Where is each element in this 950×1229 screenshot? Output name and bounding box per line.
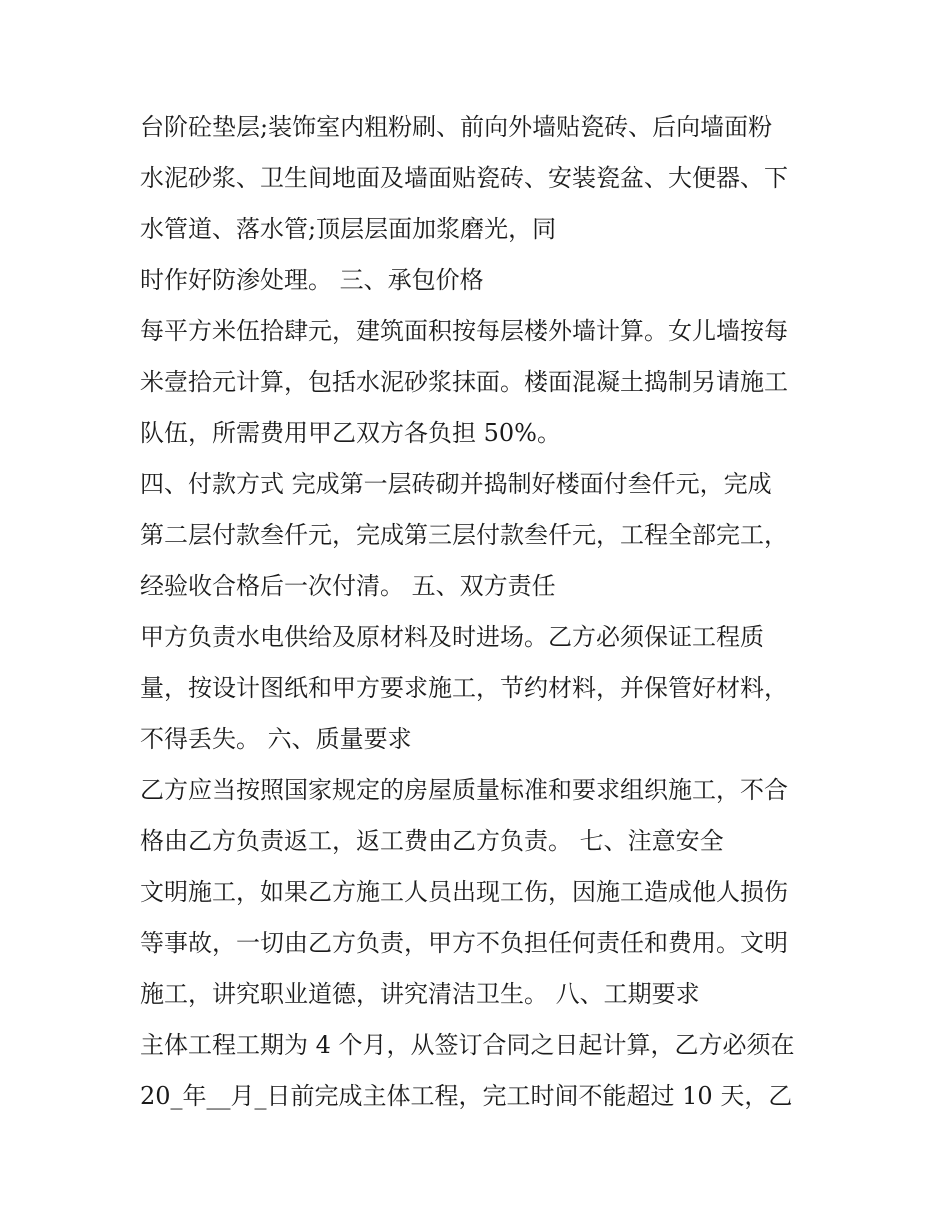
text-line: 施工，讲究职业道德，讲究清洁卫生。 八、工期要求 <box>140 980 700 1008</box>
text-line: 四、付款方式 完成第一层砖砌并捣制好楼面付叁仟元，完成 <box>140 470 772 498</box>
text-line: 队伍，所需费用甲乙双方各负担 50%。 <box>140 419 561 447</box>
text-line: 米壹拾元计算，包括水泥砂浆抹面。楼面混凝土捣制另请施工 <box>140 368 788 396</box>
text-line: 甲方负责水电供给及原材料及时进场。乙方必须保证工程质 <box>140 623 764 651</box>
text-line: 经验收合格后一次付清。 五、双方责任 <box>140 572 556 600</box>
text-line: 乙方应当按照国家规定的房屋质量标准和要求组织施工，不合 <box>140 776 788 804</box>
text-line: 水管道、落水管;顶层层面加浆磨光，同 <box>140 215 557 243</box>
text-line: 文明施工，如果乙方施工人员出现工伤，因施工造成他人损伤 <box>140 878 788 906</box>
text-line: 主体工程工期为 4 个月，从签订合同之日起计算，乙方必须在 <box>140 1031 795 1059</box>
text-line: 第二层付款叁仟元，完成第三层付款叁仟元，工程全部完工， <box>140 521 788 549</box>
text-line: 量，按设计图纸和甲方要求施工，节约材料，并保管好材料， <box>140 674 788 702</box>
text-line: 格由乙方负责返工，返工费由乙方负责。 七、注意安全 <box>140 827 724 855</box>
text-line: 时作好防渗处理。 三、承包价格 <box>140 266 484 294</box>
text-line: 20_年__月_日前完成主体工程，完工时间不能超过 10 天，乙 <box>140 1082 793 1110</box>
text-line: 每平方米伍拾肆元，建筑面积按每层楼外墙计算。女儿墙按每 <box>140 317 788 345</box>
text-line: 台阶砼垫层;装饰室内粗粉刷、前向外墙贴瓷砖、后向墙面粉 <box>140 113 773 141</box>
contract-body-text <box>140 102 820 1122</box>
text-line: 水泥砂浆、卫生间地面及墙面贴瓷砖、安装瓷盆、大便器、下 <box>140 164 788 192</box>
text-line: 不得丢失。 六、质量要求 <box>140 725 412 753</box>
text-line: 等事故，一切由乙方负责，甲方不负担任何责任和费用。文明 <box>140 929 788 957</box>
